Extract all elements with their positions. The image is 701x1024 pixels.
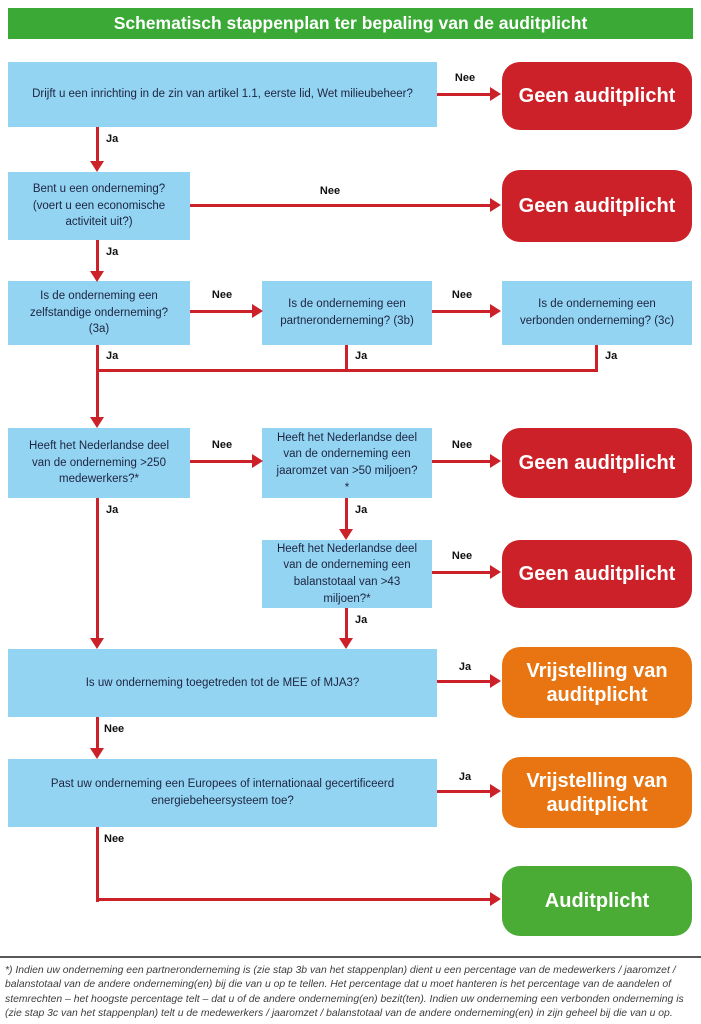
arrow-q3b-nee bbox=[432, 310, 490, 313]
arrow-q4-ja bbox=[96, 498, 99, 638]
label-ja: Ja bbox=[106, 246, 119, 258]
outcome-geen-auditplicht-1: Geen auditplicht bbox=[502, 62, 692, 130]
footnote-divider bbox=[0, 956, 701, 958]
arrow-q5-ja bbox=[345, 498, 348, 529]
question-onderneming: Bent u een onderneming? (voert u een economische activiteit uit?) bbox=[8, 172, 190, 240]
outcome-geen-auditplicht-3: Geen auditplicht bbox=[502, 428, 692, 498]
arrow-q3c-ja bbox=[595, 345, 598, 372]
arrowhead-icon bbox=[490, 304, 501, 318]
label-nee: Nee bbox=[104, 723, 125, 735]
arrow-q2-ja bbox=[96, 240, 99, 271]
question-inrichting: Drijft u een inrichting in de zin van artikel 1.1, eerste lid, Wet milieubeheer? bbox=[8, 62, 437, 127]
arrowhead-icon bbox=[90, 748, 104, 759]
arrowhead-icon bbox=[490, 674, 501, 688]
label-nee: Nee bbox=[451, 439, 473, 451]
arrowhead-icon bbox=[90, 417, 104, 428]
question-medewerkers: Heeft het Nederlandse deel van de onderneming >250 medewerkers?* bbox=[8, 428, 190, 498]
label-nee: Nee bbox=[211, 439, 233, 451]
outcome-vrijstelling-2: Vrijstelling van auditplicht bbox=[502, 757, 692, 828]
question-energiebeheersysteem: Past uw onderneming een Europees of internationaal gecertificeerd energiebeheersysteem toe? bbox=[8, 759, 437, 827]
arrow-q3a-nee bbox=[190, 310, 252, 313]
label-ja: Ja bbox=[355, 350, 368, 362]
label-nee: Nee bbox=[319, 185, 341, 197]
outcome-geen-auditplicht-2: Geen auditplicht bbox=[502, 170, 692, 242]
arrow-q1-nee bbox=[437, 93, 490, 96]
arrow-q3a-ja bbox=[96, 345, 99, 417]
footnote-text: *) Indien uw onderneming een partneronderneming is (zie stap 3b van het stappenplan) dient u een percentage van de medewerkers / jaaromzet / balanstotaal van de andere onderneming(en) bij die van u op te tellen. Het percentage dat u moet hanteren is het percentage van de aandelen of stemrechten – het hoogste percentage telt – dat u of de andere onderneming(en) bezit(ten). Indien uw onderneming een verbonden onderneming is (zie stap 3c van het stappenplan) telt u de medewerkers / jaaromzet / balanstotaal van de andere onderneming(en) in zijn geheel bij die van u op. bbox=[5, 965, 684, 1020]
arrow-q4-nee bbox=[190, 460, 252, 463]
arrow-q8-ja bbox=[437, 790, 490, 793]
arrowhead-icon bbox=[339, 638, 353, 649]
label-ja: Ja bbox=[106, 133, 119, 145]
label-nee: Nee bbox=[451, 289, 473, 301]
arrowhead-icon bbox=[490, 87, 501, 101]
label-ja: Ja bbox=[106, 504, 119, 516]
arrowhead-icon bbox=[90, 271, 104, 282]
outcome-auditplicht: Auditplicht bbox=[502, 866, 692, 936]
label-nee: Nee bbox=[451, 550, 473, 562]
arrowhead-icon bbox=[90, 161, 104, 172]
arrow-q8-nee bbox=[96, 827, 99, 902]
arrow-q1-ja bbox=[96, 127, 99, 161]
arrow-q2-nee bbox=[190, 204, 490, 207]
arrow-q5-nee bbox=[432, 460, 490, 463]
merge-line-ja bbox=[96, 369, 598, 372]
page-title: Schematisch stappenplan ter bepaling van de auditplicht bbox=[8, 8, 693, 39]
question-zelfstandige-onderneming: Is de onderneming een zelfstandige onderneming? (3a) bbox=[8, 281, 190, 345]
question-jaaromzet: Heeft het Nederlandse deel van de onderneming een jaaromzet van >50 miljoen?* bbox=[262, 428, 432, 498]
question-partneronderneming: Is de onderneming een partneronderneming? (3b) bbox=[262, 281, 432, 345]
label-nee: Nee bbox=[104, 833, 125, 845]
arrow-q7-nee bbox=[96, 717, 99, 748]
arrowhead-icon bbox=[490, 784, 501, 798]
label-ja: Ja bbox=[605, 350, 618, 362]
label-nee: Nee bbox=[211, 289, 233, 301]
label-ja: Ja bbox=[106, 350, 119, 362]
label-ja: Ja bbox=[355, 614, 368, 626]
arrowhead-icon bbox=[339, 529, 353, 540]
arrowhead-icon bbox=[490, 454, 501, 468]
question-mee-mja3: Is uw onderneming toegetreden tot de MEE of MJA3? bbox=[8, 649, 437, 717]
label-ja: Ja bbox=[458, 771, 472, 783]
question-verbonden-onderneming: Is de onderneming een verbonden onderneming? (3c) bbox=[502, 281, 692, 345]
arrowhead-icon bbox=[490, 198, 501, 212]
outcome-vrijstelling-1: Vrijstelling van auditplicht bbox=[502, 647, 692, 718]
label-ja: Ja bbox=[458, 661, 472, 673]
arrow-q6-nee bbox=[432, 571, 490, 574]
arrowhead-icon bbox=[490, 565, 501, 579]
arrow-q3b-ja bbox=[345, 345, 348, 372]
label-ja: Ja bbox=[355, 504, 368, 516]
arrowhead-icon bbox=[490, 892, 501, 906]
arrowhead-icon bbox=[90, 638, 104, 649]
label-nee: Nee bbox=[454, 72, 476, 84]
outcome-geen-auditplicht-4: Geen auditplicht bbox=[502, 540, 692, 608]
question-balanstotaal: Heeft het Nederlandse deel van de onderneming een balanstotaal van >43 miljoen?* bbox=[262, 540, 432, 608]
arrowhead-icon bbox=[252, 304, 263, 318]
arrow-q6-ja bbox=[345, 608, 348, 638]
arrow-q7-ja bbox=[437, 680, 490, 683]
arrow-final-auditplicht bbox=[96, 898, 490, 901]
arrowhead-icon bbox=[252, 454, 263, 468]
